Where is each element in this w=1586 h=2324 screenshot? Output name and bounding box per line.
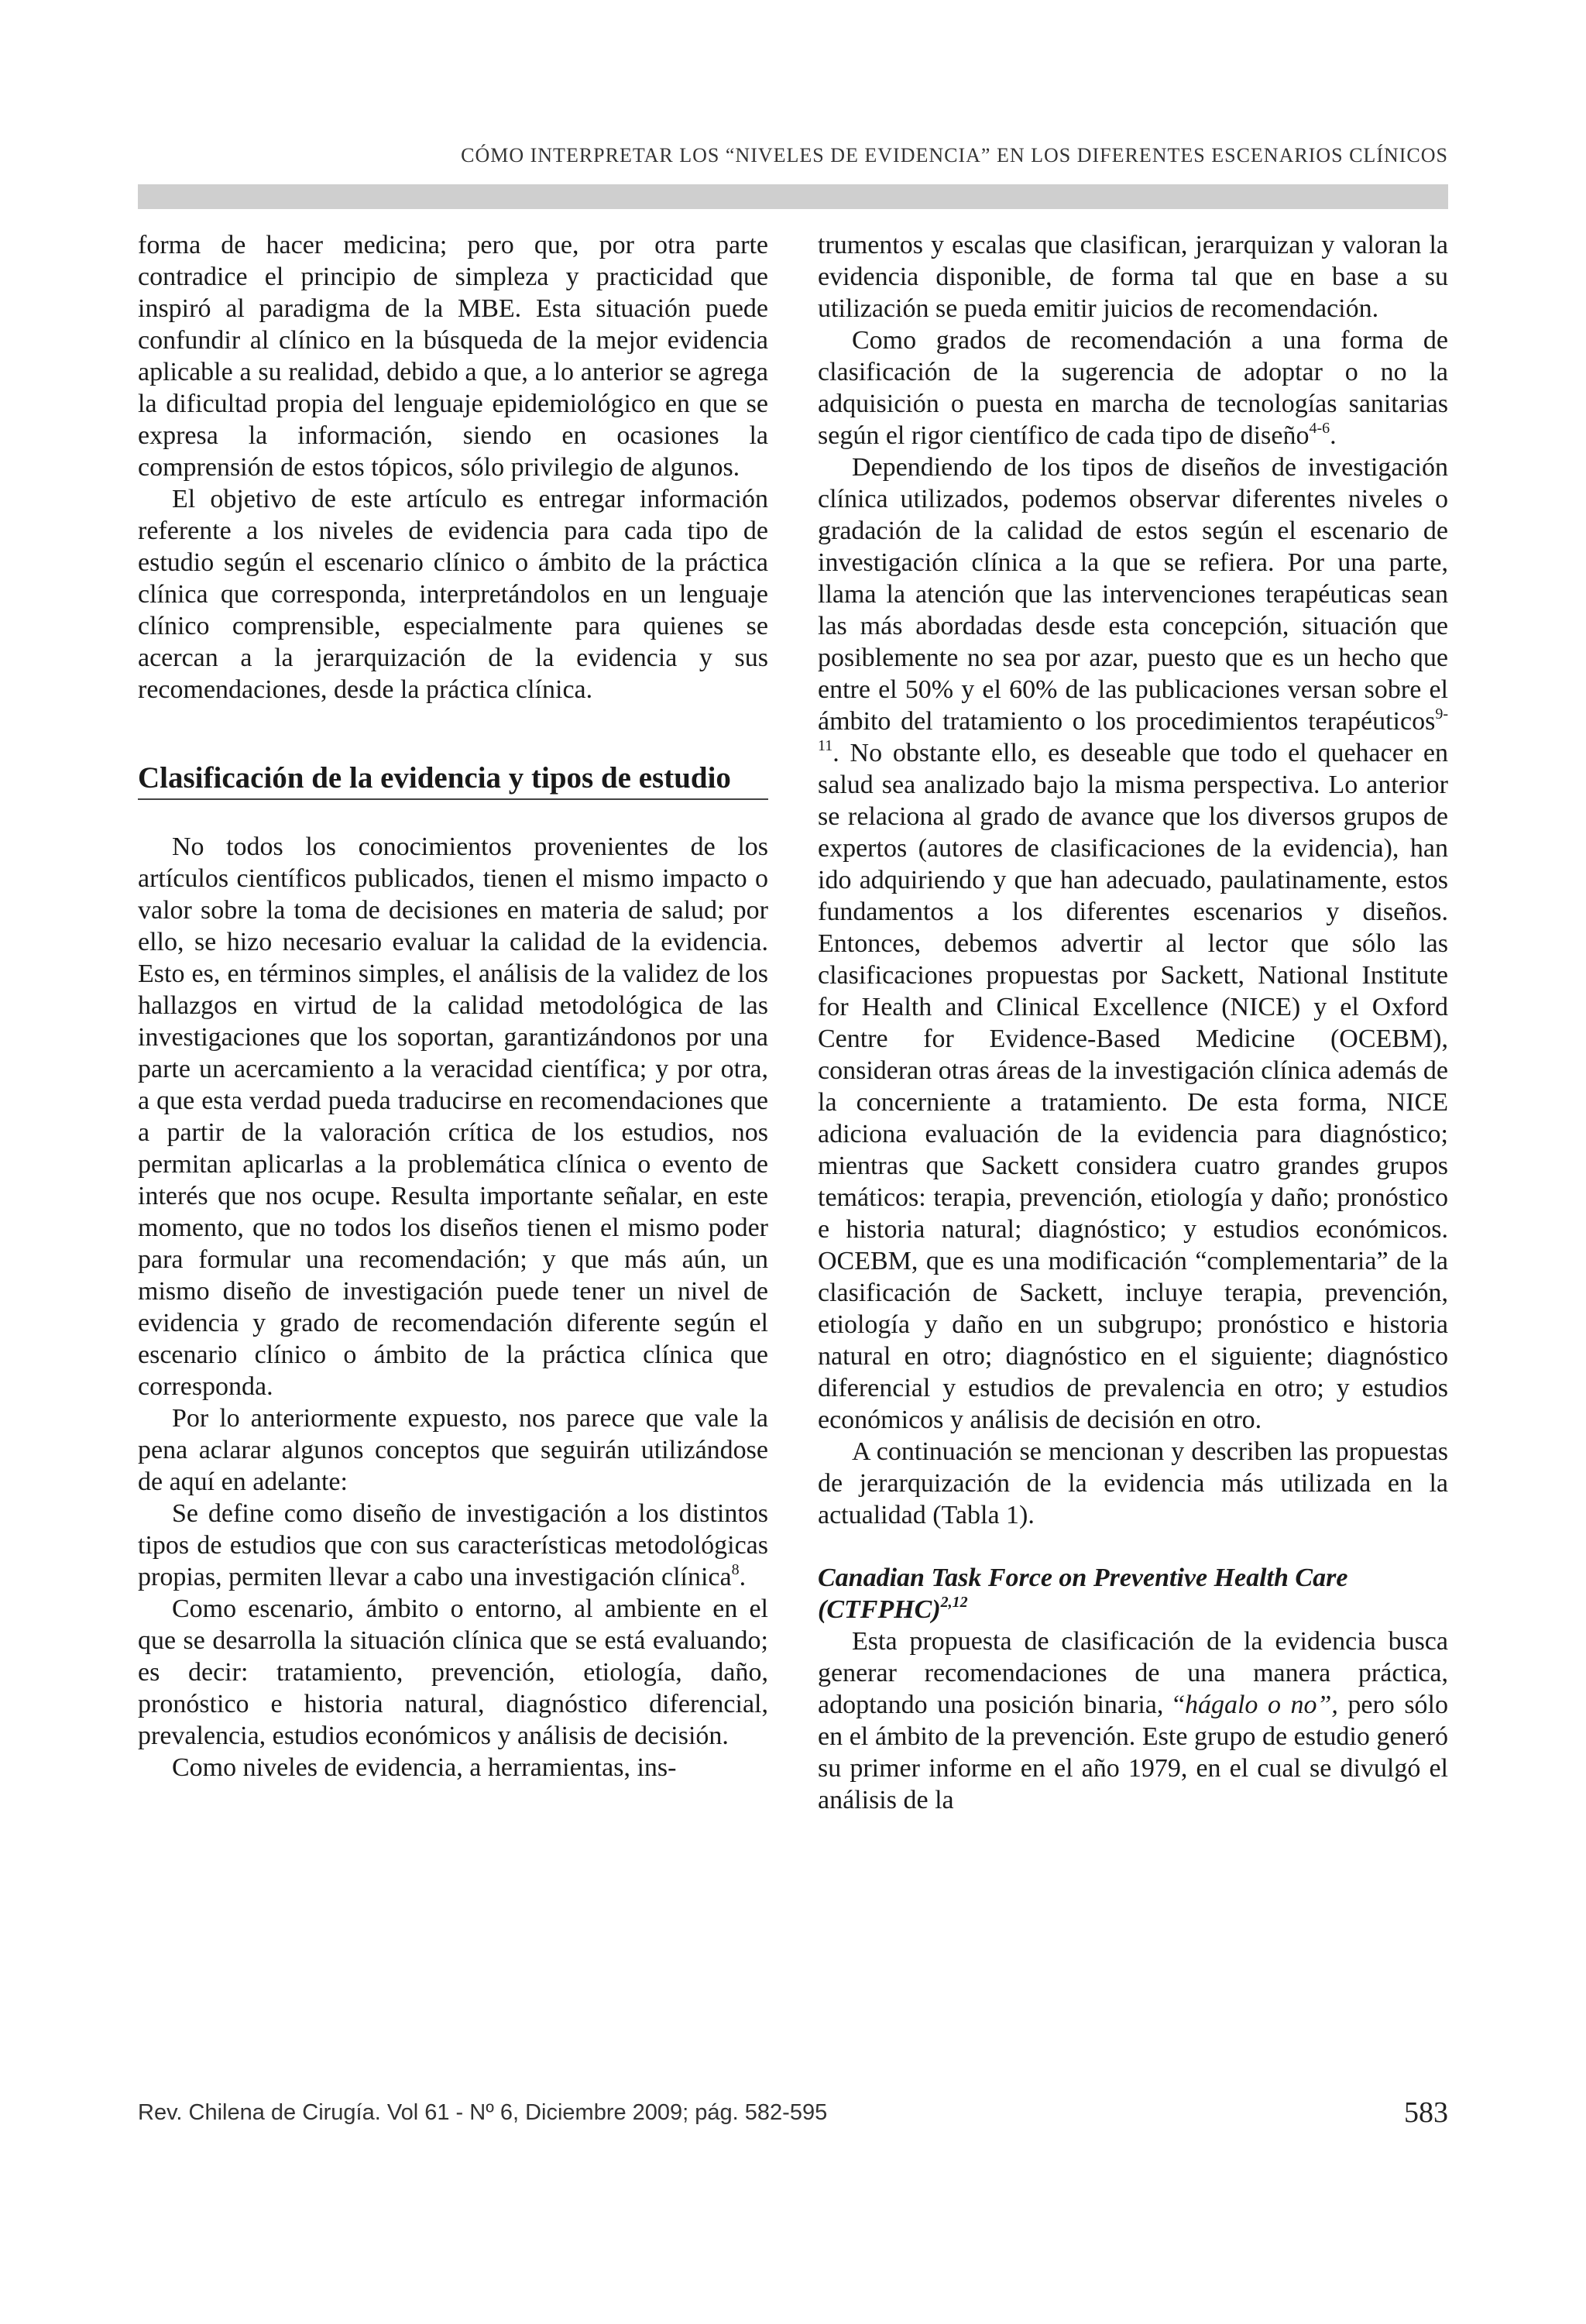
paragraph: trumentos y escalas que clasifican, jerarquizan y valoran la evidencia disponible, de forma tal que en base a su utilización se pueda emitir juicios de recomendación. — [818, 231, 1448, 323]
paragraph: Como grados de recomendación a una forma de clasificación de la sugerencia de adoptar o no la adquisición o puesta en marcha de tecnologías sanitarias según el rigor científico de cada tipo de diseño$^{4-6}$. — [818, 326, 1448, 450]
emphasis-text: hágalo o no”, — [1184, 1691, 1338, 1719]
header-band — [138, 184, 1448, 209]
reference-superscript: 9-11 — [818, 705, 1448, 754]
paragraph-text: pero sólo en el ámbito de la prevención. Este grupo de estudio generó su primer informe en el año 1979, en el cual se divulgó el análisis de la — [818, 1691, 1448, 1814]
paragraph: forma de hacer medicina; pero que, por otra parte contradice el principio de simpleza y practicidad que inspiró al paradigma de la MBE. Esta situación puede confundir al clínico en la búsqueda de la mejor evidencia aplicable a su realidad, debido a que, a lo anterior se agrega la dificultad propia del lenguaje epidemiológico en que se expresa la información, siendo en ocasiones la comprensión de estos tópicos, sólo privilegio de algunos. — [138, 231, 768, 482]
paragraph-text: Se define como diseño de investigación a los distintos tipos de estudios que con sus características metodológicas propias, permiten llevar a cabo una investigación clínica — [138, 1499, 768, 1591]
left-column — [138, 229, 768, 1783]
paragraph: Como niveles de evidencia, a herramientas, ins- — [172, 1753, 677, 1782]
reference-superscript: 8 — [731, 1560, 740, 1578]
right-column — [818, 229, 1448, 1816]
paragraph-text: Dependiendo de los tipos de diseños de investigación clínica utilizados, podemos observar diferentes niveles o gradación de la calidad de estos según el escenario de investigación clínica a la que se refiera. Por una parte, llama la atención que las intervenciones terapéuticas sean las más abordadas desde esta concepción, situación que posiblemente no sea por azar, puesto que es un hecho que entre el 50% y el 60% de las publicaciones versan sobre el ámbito del tratamiento o los procedimientos terapéuticos — [818, 453, 1448, 736]
paragraph — [818, 1625, 1448, 1816]
reference-superscript: 4-6 — [1309, 419, 1330, 437]
subsection-title: Canadian Task Force on Preventive Health Care (CTFPHC) — [818, 1564, 1348, 1624]
paragraph: Se define como diseño de investigación a los distintos tipos de estudios que con sus características metodológicas propias, permiten llevar a cabo una investigación clínica$^8$. — [138, 1499, 768, 1591]
paragraph: Por lo anteriormente expuesto, nos parece que vale la pena aclarar algunos conceptos que seguirán utilizándose de aquí en adelante: — [138, 1404, 768, 1496]
journal-citation: Rev. Chilena de Cirugía. Vol 61 - Nº 6, Diciembre 2009; pág. 582-595 — [138, 2100, 828, 2125]
subsection-heading — [818, 1562, 1448, 1625]
paragraph: A continuación se mencionan y describen las propuestas de jerarquización de la evidencia más utilizada en la actualidad (Tabla 1). — [818, 1437, 1448, 1529]
paragraph-text: Esta propuesta de clasificación de la evidencia busca generar recomendaciones de una manera práctica, adoptando una posición binaria, “ — [818, 1627, 1448, 1719]
paragraph-text: . No obstante ello, es deseable que todo el quehacer en salud sea analizado bajo la misma perspectiva. Lo anterior se relaciona al grado de avance que los diversos grupos de expertos (autores de clasificaciones de la evidencia), han ido adquiriendo y que han adecuado, paulatinamente, estos fundamentos a los diferentes escenarios y diseños. Entonces, debemos advertir al lector que sólo las clasificaciones propuestas por Sackett, National Institute for Health and Clinical Excellence (NICE) y el Oxford Centre for Evidence-Based Medicine (OCEBM), consideran otras áreas de la investigación clínica además de la concerniente a tratamiento. De esta forma, NICE adiciona evaluación de la evidencia para diagnóstico; mientras que Sackett considera cuatro grandes grupos temáticos: terapia, prevención, etiología y daño; pronóstico e historia natural; diagnóstico; y estudios económicos. OCEBM, que es una modificación “complementaria” de la clasificación de Sackett, incluye terapia, prevención, etiología y daño en un subgrupo; pronóstico e historia natural en otro; diagnóstico en el siguiente; diagnóstico diferencial y estudios de prevalencia en otro; y estudios económicos y análisis de decisión en otro. — [818, 739, 1448, 1434]
running-title: CÓMO INTERPRETAR LOS “NIVELES DE EVIDENCIA” EN LOS DIFERENTES ESCENARIOS CLÍNICOS — [461, 144, 1448, 166]
paragraph: No todos los conocimientos provenientes de los artículos científicos publicados, tienen el mismo impacto o valor sobre la toma de decisiones en materia de salud; por ello, se hizo necesario evaluar la calidad de la evidencia. Esto es, en términos simples, el análisis de la validez de los hallazgos en virtud de la calidad metodológica de las investigaciones que los soportan, garantizándonos por una parte un acercamiento a la veracidad científica; y por otra, a que esta verdad pueda traducirse en recomendaciones que a partir de la valoración crítica de los estudios, nos permitan aplicarlas a la problemática clínica o evento de interés que nos ocupe. Resulta importante señalar, en este momento, que no todos los diseños tienen el mismo poder para formular una recomendación; y que más aún, un mismo diseño de investigación puede tener un nivel de evidencia y grado de recomendación diferente según el escenario clínico o ámbito de la práctica clínica que corresponda. — [138, 832, 768, 1401]
paragraph: El objetivo de este artículo es entregar información referente a los niveles de evidencia para cada tipo de estudio según el escenario clínico o ámbito de la práctica clínica que corresponda, interpretándolos en un lenguaje clínico comprensible, especialmente para quienes se acercan a la jerarquización de la evidencia y sus recomendaciones, desde la práctica clínica. — [138, 485, 768, 704]
page-number: 583 — [1404, 2096, 1448, 2129]
reference-superscript: 2,12 — [940, 1593, 968, 1611]
paragraph — [818, 451, 1448, 1436]
paragraph-text: Como grados de recomendación a una forma de clasificación de la sugerencia de adoptar o no la adquisición o puesta en marcha de tecnologías sanitarias según el rigor científico de cada tipo de diseño — [818, 326, 1448, 450]
section-heading: Clasificación de la evidencia y tipos de estudio — [138, 761, 768, 800]
paragraph: Como escenario, ámbito o entorno, al ambiente en el que se desarrolla la situación clínica que se está evaluando; es decir: tratamiento, prevención, etiología, daño, pronóstico e historia natural, diagnóstico diferencial, prevalencia, estudios económicos y análisis de decisión. — [138, 1595, 768, 1750]
